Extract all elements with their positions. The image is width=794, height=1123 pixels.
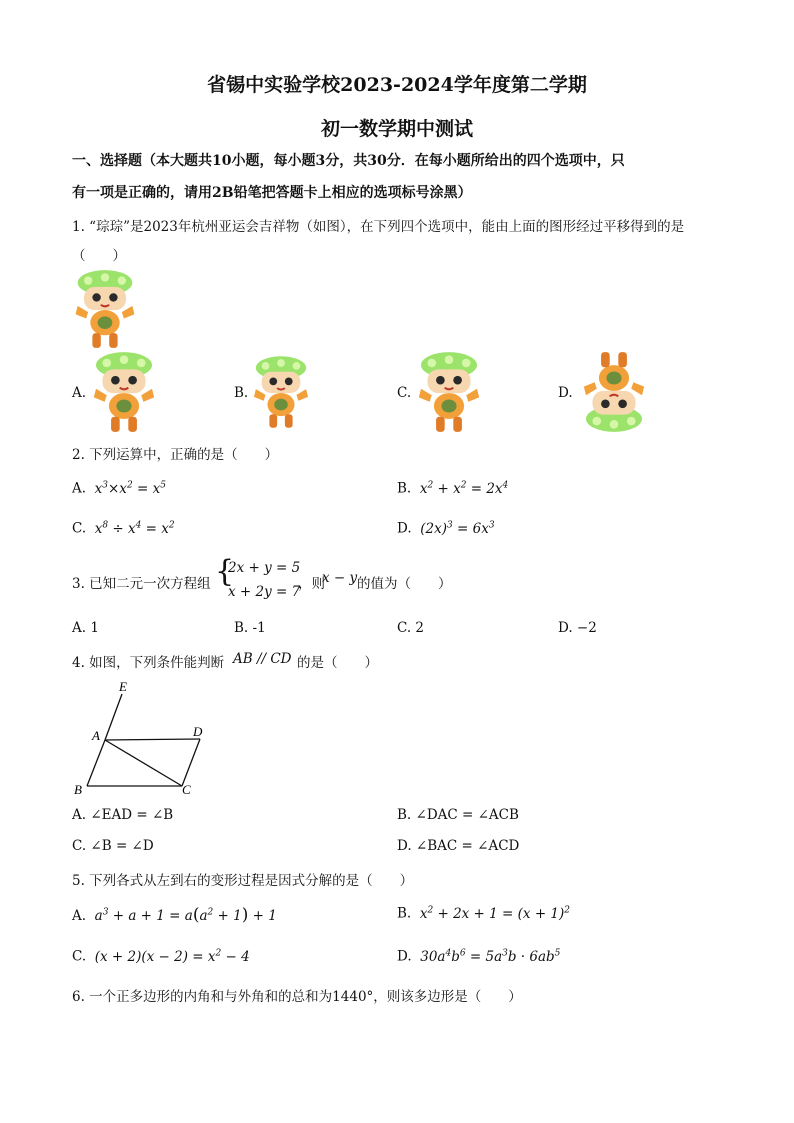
q2-option-d-expr: $(2x)^3 = 6x^3$ bbox=[420, 520, 495, 537]
question-4-stem-pre: 4. 如图，下列条件能判断 bbox=[72, 655, 225, 671]
q5-option-c bbox=[72, 948, 250, 965]
q3-equation-2: x + 2y = 7 bbox=[228, 584, 301, 600]
question-1-paren: （ ） bbox=[72, 248, 126, 264]
q4-option-a: A. ∠EAD = ∠B bbox=[72, 807, 174, 823]
label-d: D bbox=[193, 724, 203, 739]
q4-option-b: B. ∠DAC = ∠ACB bbox=[397, 807, 519, 823]
q5-option-d-expr: $30a^4b^6 = 5a^3b \cdot 6ab^5$ bbox=[420, 948, 561, 965]
q2-option-a bbox=[72, 480, 166, 497]
q5-option-a bbox=[72, 905, 277, 925]
q1-option-c-label: C. bbox=[397, 385, 412, 401]
line-ac bbox=[105, 740, 182, 786]
mascot-option-c-image bbox=[415, 350, 483, 434]
q2-option-c-label: C. bbox=[72, 520, 87, 537]
label-c: C bbox=[182, 782, 191, 797]
line-ae bbox=[105, 694, 122, 740]
q2-option-a-expr: $x^3\times x^2 = x^5$ bbox=[94, 480, 166, 497]
label-e: E bbox=[119, 679, 127, 694]
line-ab bbox=[87, 740, 105, 786]
question-6-stem: 6. 一个正多边形的内角和与外角和的总和为1440°，则该多边形是（ ） bbox=[72, 989, 522, 1005]
mascot-option-a-image bbox=[90, 350, 158, 434]
equation-brace: { bbox=[215, 554, 235, 589]
exam-title: 省锡中实验学校2023-2024学年度第二学期 bbox=[207, 74, 587, 96]
q5-option-b-expr: $x^2 + 2x + 1 = (x + 1)^2$ bbox=[419, 905, 571, 922]
label-b: B bbox=[74, 782, 82, 797]
line-ad bbox=[105, 739, 200, 740]
section-header-line1: 一、选择题（本大题共10小题，每小题3分，共30分．在每小题所给出的四个选项中，只 bbox=[72, 153, 625, 169]
mascot-reference-image bbox=[72, 268, 138, 350]
question-5-stem: 5. 下列各式从左到右的变形过程是因式分解的是（ ） bbox=[72, 873, 414, 889]
mascot-option-b-image bbox=[252, 350, 310, 434]
q5-option-c-label: C. bbox=[72, 948, 87, 965]
q2-option-b-expr: $x^2 + x^2 = 2x^4$ bbox=[419, 480, 509, 497]
q5-option-b bbox=[397, 905, 570, 922]
q1-option-a-label: A. bbox=[72, 385, 87, 401]
q5-option-c-expr: $(x + 2)(x - 2) = x^2 - 4$ bbox=[94, 948, 250, 965]
q3-equation-1: 2x + y = 5 bbox=[228, 560, 301, 576]
q3-option-b: B. -1 bbox=[234, 620, 266, 636]
question-3-stem-mid: ，则 bbox=[298, 576, 325, 592]
q4-option-d: D. ∠BAC = ∠ACD bbox=[397, 838, 520, 854]
q5-option-d bbox=[397, 948, 560, 965]
exam-subtitle: 初一数学期中测试 bbox=[320, 118, 473, 140]
q3-option-c: C. 2 bbox=[397, 620, 425, 636]
q5-option-a-label: A. bbox=[72, 908, 87, 924]
q5-option-b-label: B. bbox=[397, 905, 412, 922]
q4-expression: AB // CD bbox=[233, 651, 292, 667]
q1-option-d-label: D. bbox=[558, 385, 573, 401]
q2-option-c-expr: $x^8 \div x^4 = x^2$ bbox=[94, 520, 175, 537]
mascot-option-d-image bbox=[580, 350, 648, 434]
geometry-figure bbox=[70, 676, 220, 800]
q2-option-d bbox=[397, 520, 495, 537]
section-header-line2: 有一项是正确的，请用2B铅笔把答题卡上相应的选项标号涂黑） bbox=[72, 185, 472, 201]
q3-option-a: A. 1 bbox=[72, 620, 99, 636]
q2-option-b bbox=[397, 480, 508, 497]
question-1-stem: 1. “琮琮”是2023年杭州亚运会吉祥物（如图），在下列四个选项中，能由上面的图形经过平移得到的是 bbox=[72, 219, 685, 235]
q2-option-d-label: D. bbox=[397, 520, 412, 537]
label-a: A bbox=[92, 728, 100, 743]
line-dc bbox=[182, 739, 200, 786]
q3-option-d: D. −2 bbox=[558, 620, 597, 636]
q2-option-c bbox=[72, 520, 175, 537]
q2-option-a-label: A. bbox=[72, 480, 87, 497]
q2-option-b-label: B. bbox=[397, 480, 412, 497]
q4-option-c: C. ∠B = ∠D bbox=[72, 838, 154, 854]
q1-option-b-label: B. bbox=[234, 385, 249, 401]
q5-option-a-expr: $a^3 + a + 1 = a(a^2 + 1) + 1$ bbox=[94, 905, 277, 925]
question-3-stem-post: 的值为（ ） bbox=[357, 576, 452, 592]
question-4-stem-post: 的是（ ） bbox=[297, 655, 378, 671]
question-3-stem-pre: 3. 已知二元一次方程组 bbox=[72, 576, 211, 592]
question-2-stem: 2. 下列运算中，正确的是（ ） bbox=[72, 447, 279, 463]
q3-expression: x − y bbox=[322, 570, 358, 586]
q5-option-d-label: D. bbox=[397, 948, 412, 965]
